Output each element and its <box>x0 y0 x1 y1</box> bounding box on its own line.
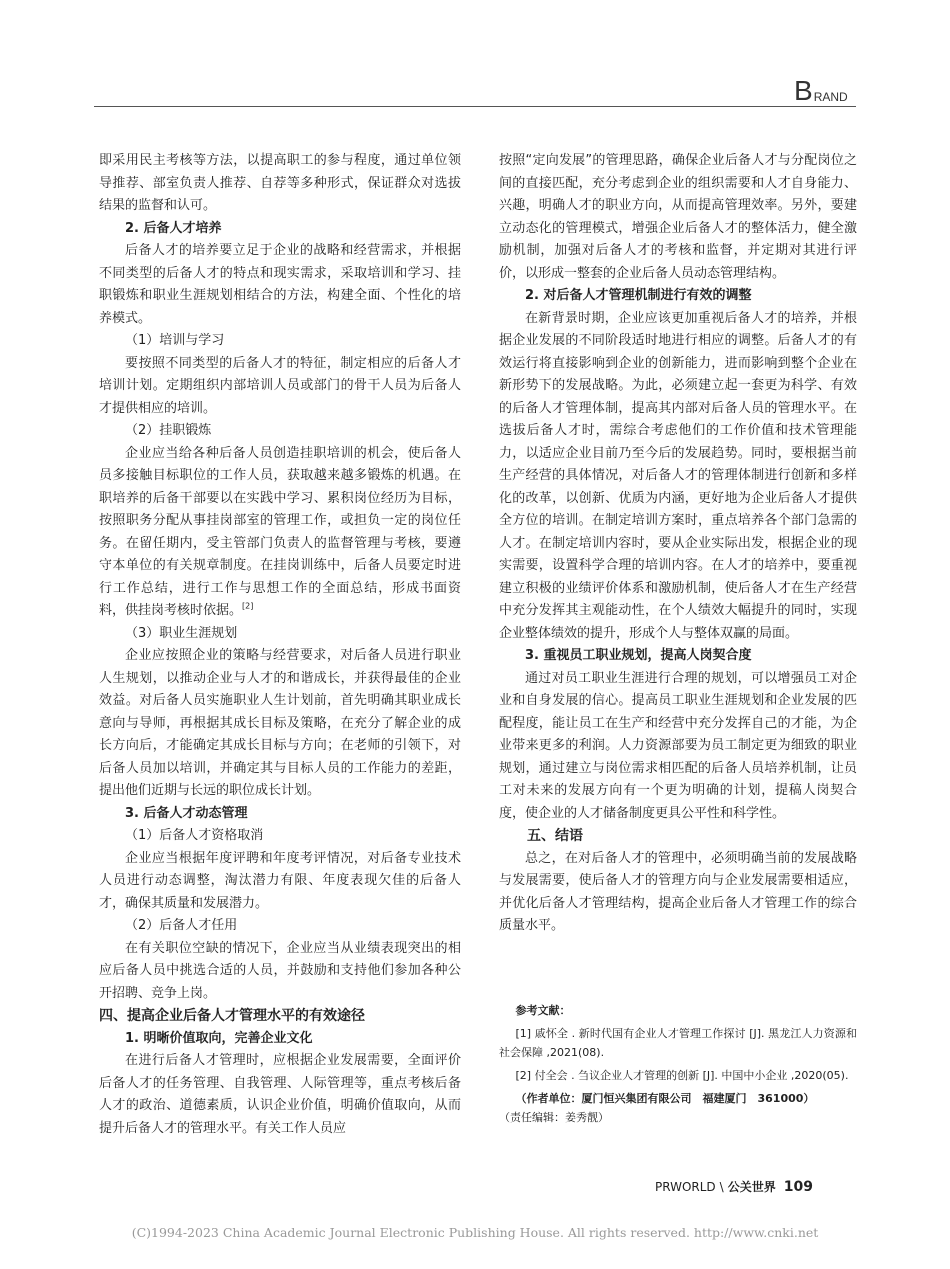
paragraph-text: 在有关职位空缺的情况下，企业应当从业绩表现突出的相应后备人员中挑选合适的人员，并鼓励和支持他们参加各种公开招聘、竞争上岗。 <box>99 940 461 1001</box>
section-heading <box>499 645 857 668</box>
body-paragraph <box>499 150 857 285</box>
reference-item-1: [1] 戚怀全 . 新时代国有企业人才管理工作探讨 [J]. 黑龙江人力资源和社会保障 ,2021(08). <box>499 1027 857 1059</box>
right-column <box>499 150 857 938</box>
body-paragraph <box>499 308 857 646</box>
header-rule <box>94 106 856 107</box>
body-paragraph <box>99 240 461 330</box>
section-heading <box>99 1028 461 1051</box>
paragraph-text: 2. 后备人才培养 <box>125 220 222 236</box>
footer-separator: \ <box>719 1179 724 1194</box>
body-paragraph <box>99 420 461 443</box>
body-paragraph <box>99 848 461 916</box>
body-paragraph <box>499 848 857 938</box>
paragraph-text: 通过对员工职业生涯进行合理的规划，可以增强员工对企业和自身发展的信心。提高员工职业生涯规划和企业发展的匹配程度，能让员工在生产和经营中充分发挥自己的才能，为企业带来更多的利润。人力资源部要为员工制定更为细致的职业规划，通过建立与岗位需求相匹配的后备人员培养机制，让员工对未来的发展方向有一个更为明确的计划，提稿人岗契合度，使企业的人才储备制度更具公平性和科学性。 <box>499 670 857 821</box>
paragraph-text: 五、结语 <box>527 828 583 844</box>
body-paragraph <box>99 1050 461 1140</box>
paragraph-text: 按照“定向发展”的管理思路，确保企业后备人才与分配岗位之间的直接匹配，充分考虑到企业的组织需要和人才自身能力、兴趣，明确人才的职业方向，从而提高管理效率。另外，要建立动态化的管理模式，增强企业后备人才的整体活力，健全激励机制，加强对后备人才的考核和监督，并定期对其进行评价，以形成一整套的企业后备人员动态管理结构。 <box>499 153 857 281</box>
paragraph-text: 要按照不同类型的后备人才的特征，制定相应的后备人才培训计划。定期组织内部培训人员或部门的骨干人员为后备人才提供相应的培训。 <box>99 355 461 416</box>
body-paragraph <box>99 645 461 803</box>
brand-rest: RAND <box>813 90 848 104</box>
paragraph-text: 总之，在对后备人才的管理中，必须明确当前的发展战略与发展需要，使后备人才的管理方向与企业发展需要相适应，并优化后备人才管理结构，提高企业后备人才管理工作的综合质量水平。 <box>499 850 857 933</box>
paragraph-text: 企业应按照企业的策略与经营要求，对后备人员进行职业人生规划，以推动企业与人才的和谐成长，并获得最佳的企业效益。对后备人员实施职业人生计划前，首先明确其职业成长意向与导师，再根据其成长目标及策略，在充分了解企业的成长方向后，才能确定其成长目标与方向；在老师的引领下，对后备人员加以培训，并确定其与目标人员的工作能力的差距，提出他们近期与长远的职位成长计划。 <box>99 648 461 798</box>
section-heading <box>99 1005 461 1028</box>
section-heading <box>499 285 857 308</box>
paragraph-text: 企业应当根据年度评聘和年度考评情况，对后备专业技术人员进行动态调整，淘汰潜力有限、年度表现欠佳的后备人才，确保其质量和发展潜力。 <box>99 850 461 911</box>
body-paragraph <box>99 825 461 848</box>
brand-initial: B <box>794 75 813 106</box>
body-paragraph <box>99 330 461 353</box>
paragraph-text: （3）职业生涯规划 <box>125 625 238 641</box>
paragraph-text: 企业应当给各种后备人员创造挂职培训的机会，使后备人员多接触目标职位的工作人员，获取越来越多锻炼的机遇。在职培养的后备干部要以在实践中学习、累积岗位经历为目标，按照职务分配从事挂岗部室的管理工作，或担负一定的岗位任务。在留任期内，受主管部门负责人的监督管理与考核，要遵守本单位的有关规章制度。在挂岗训练中，后备人员要定时进行工作总结，进行工作与思想工作的全面总结，形成书面资料，供挂岗考核时依据。 <box>99 445 461 618</box>
paragraph-text: （2）挂职锻炼 <box>125 423 212 438</box>
page-number: 109 <box>783 1178 813 1195</box>
paragraph-text: （1）后备人才资格取消 <box>125 828 264 843</box>
references <box>499 1001 857 1127</box>
paragraph-text: 1. 明晰价值取向，完善企业文化 <box>125 1030 313 1046</box>
paragraph-text: （1）培训与学习 <box>125 333 225 348</box>
reference-item-2: [2] 付全会 . 刍议企业人才管理的创新 [J]. 中国中小企业 ,2020(05). <box>515 1069 849 1082</box>
body-paragraph <box>99 443 461 623</box>
page-footer <box>655 1178 813 1195</box>
paragraph-text: 3. 后备人才动态管理 <box>125 805 248 821</box>
paragraph-text: 2. 对后备人才管理机制进行有效的调整 <box>525 288 752 303</box>
brand-mark <box>794 75 848 106</box>
citation-marker: [2] <box>242 601 254 611</box>
references-title: 参考文献： <box>515 1004 571 1017</box>
responsible-editor: （责任编辑：姜秀靓） <box>499 1111 609 1124</box>
journal-name-en: PRWORLD <box>655 1179 716 1194</box>
left-column <box>99 150 461 1140</box>
paragraph-text: （2）后备人才任用 <box>125 918 238 933</box>
paragraph-text: 后备人才的培养要立足于企业的战略和经营需求，并根据不同类型的后备人才的特点和现实需求，采取培训和学习、挂职锻炼和职业生涯规划相结合的方法，构建全面、个性化的培养模式。 <box>99 243 461 326</box>
paragraph-text: 在进行后备人才管理时，应根据企业发展需要，全面评价后备人才的任务管理、自我管理、人际管理等，重点考核后备人才的政治、道德素质，认识企业价值，明确价值取向，从而提升后备人才的管理水平。有关工作人员应 <box>99 1053 461 1136</box>
body-paragraph <box>499 668 857 826</box>
author-unit: （作者单位：厦门恒兴集团有限公司 福建厦门 361000） <box>515 1092 815 1105</box>
body-paragraph <box>99 150 461 218</box>
section-heading <box>99 803 461 826</box>
body-paragraph <box>99 915 461 938</box>
paragraph-text: 四、提高企业后备人才管理水平的有效途径 <box>99 1008 365 1024</box>
section-heading <box>499 825 857 848</box>
body-paragraph <box>99 353 461 421</box>
section-heading <box>99 218 461 241</box>
copyright-notice: (C)1994-2023 China Academic Journal Electronic Publishing House. All rights reserved. http://www.cnki.net <box>131 1225 819 1240</box>
journal-name-cn: 公关世界 <box>727 1180 776 1194</box>
paragraph-text: 即采用民主考核等方法，以提高职工的参与程度，通过单位领导推荐、部室负责人推荐、自荐等多种形式，保证群众对选拔结果的监督和认可。 <box>99 153 461 213</box>
body-paragraph <box>99 938 461 1006</box>
body-paragraph <box>99 623 461 646</box>
paragraph-text: 3. 重视员工职业规划，提高人岗契合度 <box>525 648 752 663</box>
paragraph-text: 在新背景时期，企业应该更加重视后备人才的培养，并根据企业发展的不同阶段适时地进行相应的调整。后备人才的有效运行将直接影响到企业的创新能力，进而影响到整个企业在新形势下的发展战略。为此，必须建立起一套更为科学、有效的后备人才管理体制，提高其内部对后备人员的管理水平。在选拔后备人才时，需综合考虑他们的工作价值和技术管理能力，以适应企业目前乃至今后的发展趋势。同时，要根据当前生产经营的具体情况，对后备人才的管理体制进行创新和多样化的改革，以创新、优质为内涵，更好地为企业后备人才提供全方位的培训。在制定培训方案时，重点培养各个部门急需的人才。在制定培训内容时，要从企业实际出发，根据企业的现实需要，设置科学合理的培训内容。在人才的培养中，要重视建立积极的业绩评价体系和激励机制，使后备人才在生产经营中充分发挥其主观能动性，在个人绩效大幅提升的同时，实现企业整体绩效的提升，形成个人与整体双赢的局面。 <box>499 310 857 641</box>
